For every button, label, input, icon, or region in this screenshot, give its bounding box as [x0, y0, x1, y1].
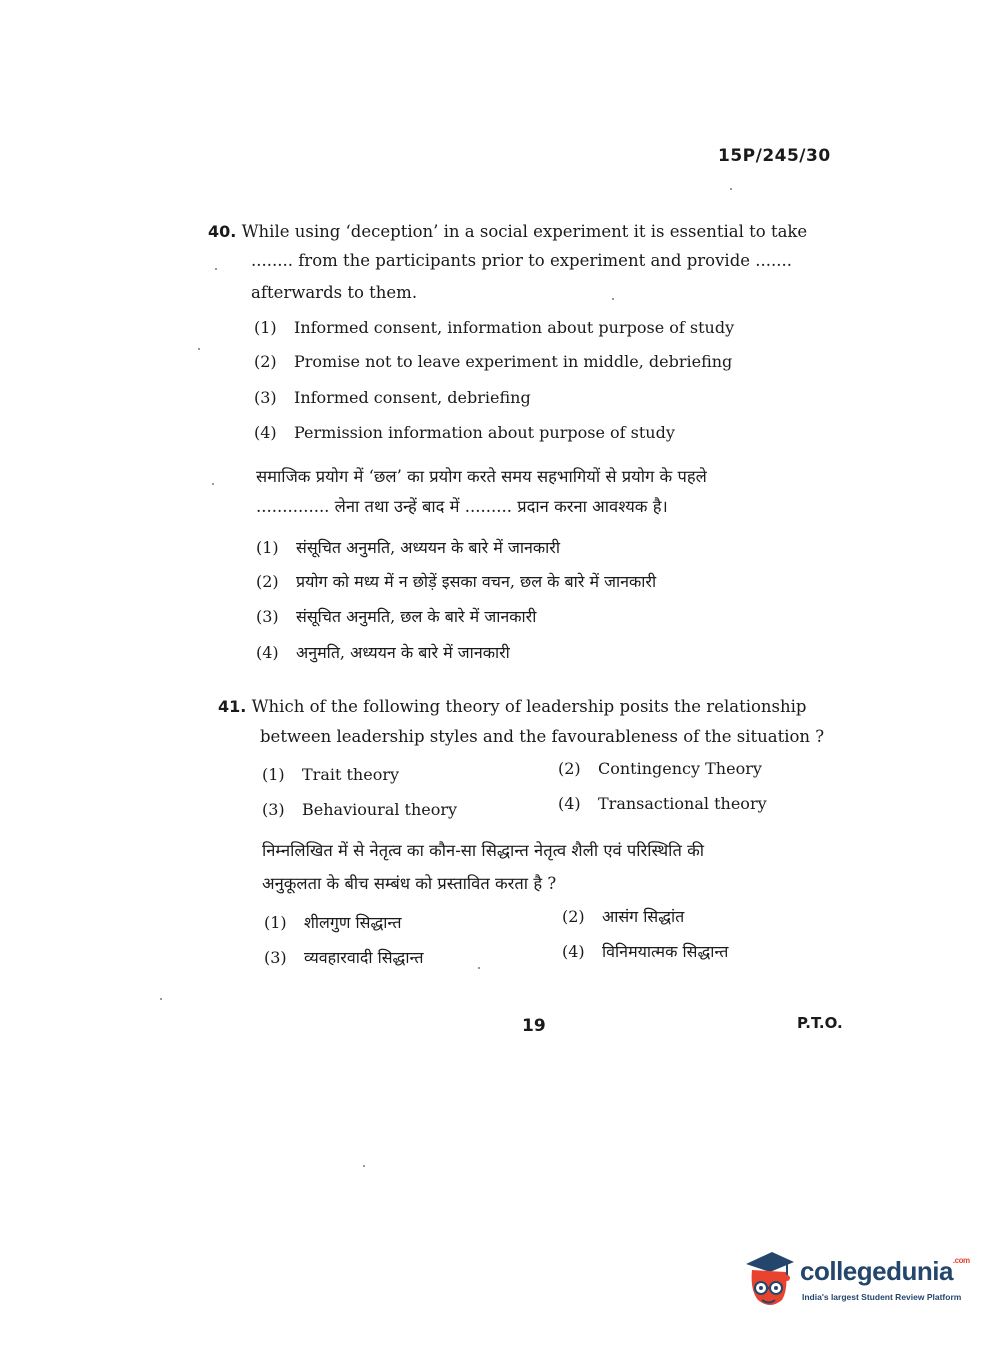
question-41-line-1 [218, 697, 806, 716]
question-number: 41. [218, 697, 247, 716]
page-number: 19 [522, 1016, 546, 1036]
option-text: आसंग सिद्धांत [602, 907, 685, 926]
option-number: (1) [256, 538, 279, 557]
option-text: Behavioural theory [302, 800, 458, 819]
question-text: Which of the following theory of leadership posits the relationship [251, 697, 807, 716]
option-1 [262, 765, 399, 784]
question-text: While using ‘deception’ in a social experiment it is essential to take [241, 222, 808, 241]
option-number: (2) [562, 907, 585, 926]
option-text: प्रयोग को मध्य में न छोड़ें इसका वचन, छल के बारे में जानकारी [296, 572, 657, 591]
option-number: (3) [254, 388, 277, 407]
option-text: Informed consent, information about purpose of study [294, 318, 735, 337]
option-number: (4) [558, 794, 581, 813]
hindi-option-2 [562, 905, 684, 927]
option-number: (1) [262, 765, 285, 784]
question-40-line-2: ........ from the participants prior to experiment and provide ....... [251, 251, 792, 270]
option-number: (3) [256, 607, 279, 626]
hindi-question-line-1: समाजिक प्रयोग में ‘छल’ का प्रयोग करते समय सहभागियों से प्रयोग के पहले [256, 467, 707, 486]
hindi-question-line-2: अनुकूलता के बीच सम्बंध को प्रस्तावित करता है ? [262, 874, 557, 893]
brand-label: collegedunia [800, 1256, 953, 1286]
option-text: Permission information about purpose of study [294, 423, 675, 442]
option-3 [254, 388, 531, 407]
hindi-option-2 [256, 570, 656, 592]
option-2 [558, 759, 762, 778]
scan-speck [212, 483, 214, 485]
option-number: (2) [254, 352, 277, 371]
option-text: व्यवहारवादी सिद्धान्त [304, 948, 424, 967]
option-3 [262, 800, 457, 819]
scan-speck [478, 967, 480, 969]
option-text: Contingency Theory [598, 759, 762, 778]
option-number: (3) [262, 800, 285, 819]
hindi-option-4 [256, 641, 510, 663]
hindi-option-4 [562, 940, 728, 962]
brand-name [800, 1256, 970, 1287]
scan-speck [730, 188, 732, 190]
option-number: (1) [254, 318, 277, 337]
brand-suffix: .com [952, 1256, 970, 1265]
option-text: Promise not to leave experiment in middle, debriefing [294, 352, 733, 371]
option-number: (4) [254, 423, 277, 442]
hindi-question-line-2: .............. लेना तथा उन्हें बाद में ......... प्रदान करना आवश्यक है। [256, 497, 668, 516]
option-text: Trait theory [302, 765, 400, 784]
option-text: संसूचित अनुमति, छल के बारे में जानकारी [296, 607, 537, 626]
scan-speck [198, 348, 200, 350]
option-number: (1) [264, 913, 287, 932]
option-number: (2) [558, 759, 581, 778]
option-2 [254, 352, 732, 371]
brand-tagline: India's largest Student Review Platform [802, 1292, 962, 1302]
hindi-option-3 [256, 605, 536, 627]
hindi-option-3 [264, 946, 424, 968]
scan-speck [363, 1165, 365, 1167]
option-text: शीलगुण सिद्धान्त [304, 913, 402, 932]
hindi-question-line-1: निम्नलिखित में से नेतृत्व का कौन-सा सिद्धान्त नेतृत्व शैली एवं परिस्थिति की [262, 841, 705, 860]
mascot-icon [742, 1250, 798, 1312]
hindi-option-1 [256, 536, 560, 558]
option-number: (2) [256, 572, 279, 591]
option-text: Transactional theory [598, 794, 767, 813]
scan-speck [215, 268, 217, 270]
option-text: Informed consent, debriefing [294, 388, 531, 407]
option-number: (3) [264, 948, 287, 967]
hindi-option-1 [264, 911, 401, 933]
question-41-line-2: between leadership styles and the favourableness of the situation ? [260, 727, 825, 746]
paper-code: 15P/245/30 [718, 146, 831, 166]
scan-speck [612, 298, 614, 300]
collegedunia-logo [742, 1250, 972, 1314]
option-text: अनुमति, अध्ययन के बारे में जानकारी [296, 643, 510, 662]
option-4 [254, 423, 675, 442]
scan-speck [160, 998, 162, 1000]
option-number: (4) [256, 643, 279, 662]
option-1 [254, 318, 734, 337]
question-40-line-1 [208, 222, 807, 241]
pto-label: P.T.O. [797, 1014, 843, 1032]
question-number: 40. [208, 222, 237, 241]
option-text: संसूचित अनुमति, अध्ययन के बारे में जानकारी [296, 538, 560, 557]
question-40-line-3: afterwards to them. [251, 283, 418, 302]
option-number: (4) [562, 942, 585, 961]
option-text: विनिमयात्मक सिद्धान्त [602, 942, 729, 961]
option-4 [558, 794, 767, 813]
